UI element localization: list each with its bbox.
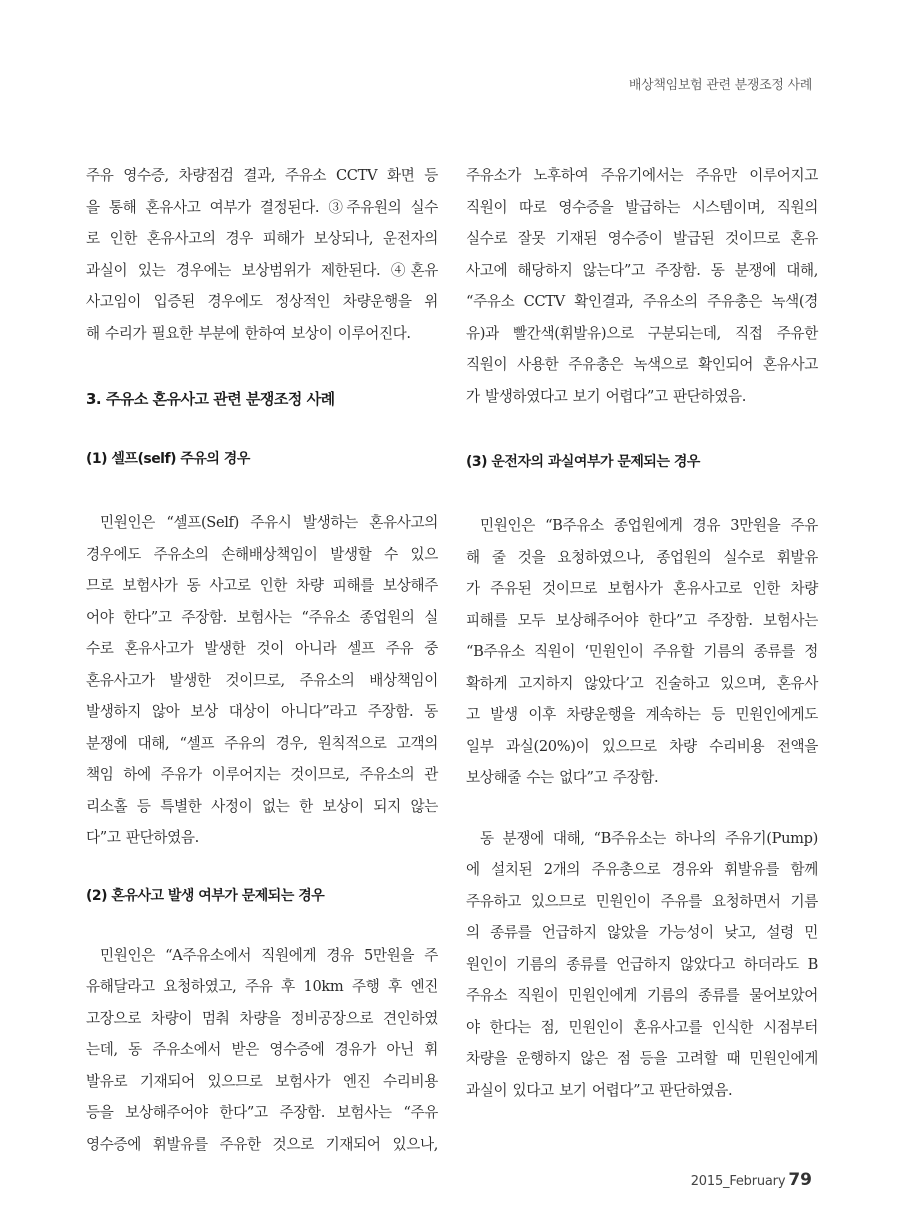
text-line: 에 설치된 2개의 주유총으로 경유와 휘발유를 함께	[466, 861, 818, 878]
left-column	[86, 160, 438, 1160]
text-line: 어야 한다”고 주장함. 보험사는 “주유소 종업원의 실	[86, 608, 438, 626]
text-line: 과실이 있는 경우에는 보상범위가 제한된다. ④혼유	[86, 261, 438, 279]
section-heading: 3. 주유소 혼유사고 관련 분쟁조정 사례	[86, 390, 335, 408]
text-line: 주유하고 있으므로 민원인이 주유를 요청하면서 기름	[466, 892, 818, 910]
case2-continued-paragraph	[466, 160, 818, 412]
text-line: 민원인은 “A주유소에서 직원에게 경유 5만원을 주	[100, 946, 438, 964]
text-line: 민원인은 “셀프(Self) 주유시 발생하는 혼유사고의	[100, 514, 438, 531]
text-line: 일부 과실(20%)이 있으므로 차량 수리비용 전액을	[466, 737, 818, 755]
right-column	[466, 160, 818, 1106]
text-line: 가 주유된 것이므로 보험사가 혼유사고로 인한 차량	[466, 580, 818, 597]
case2-paragraph	[86, 940, 438, 1161]
case3-heading: (3) 운전자의 과실여부가 문제되는 경우	[466, 454, 700, 470]
text-line: 유)과 빨간색(휘발유)으로 구분되는데, 직접 주유한	[466, 324, 818, 342]
text-line: 유해달라고 요청하였고, 주유 후 10km 주행 후 엔진	[86, 978, 438, 995]
text-line: 가 발생하였다고 보기 어렵다”고 판단하였음.	[466, 387, 747, 405]
text-line: 발유로 기재되어 있으므로 보험사가 엔진 수리비용	[86, 1072, 438, 1090]
text-line: 의 종류를 언급하지 않았을 가능성이 낮고, 설령 민	[466, 924, 818, 941]
text-line: 을 통해 혼유사고 여부가 결정된다. ③주유원의 실수	[86, 198, 438, 216]
case3-decision-paragraph	[466, 823, 818, 1107]
text-line: 민원인은 “B주유소 종업원에게 경유 3만원을 주유	[480, 517, 818, 534]
text-line: 주유소 직원이 민원인에게 기름의 종류를 물어보았어	[466, 987, 818, 1004]
text-line: 확하게 고지하지 않았다’고 진술하고 있으며, 혼유사	[466, 674, 818, 692]
text-line: 주유소가 노후하여 주유기에서는 주유만 이루어지고	[466, 167, 818, 184]
text-line: 차량을 운행하지 않은 점 등을 고려할 때 민원인에게	[466, 1050, 818, 1067]
text-line: 고 발생 이후 차량운행을 계속하는 등 민원인에게도	[466, 706, 818, 723]
text-line: 고장으로 차량이 멈춰 차량을 정비공장으로 견인하였	[86, 1009, 438, 1027]
text-line: 해 수리가 필요한 부분에 한하여 보상이 이루어진다.	[86, 324, 411, 342]
text-line: 사고에 해당하지 않는다”고 주장함. 동 분쟁에 대해,	[466, 261, 818, 279]
case1-heading: (1) 셀프(self) 주유의 경우	[86, 451, 250, 467]
text-line: 영수증에 휘발유를 주유한 것으로 기재되어 있으나,	[86, 1135, 438, 1153]
text-line: 동 분쟁에 대해, “B주유소는 하나의 주유기(Pump)	[480, 829, 818, 847]
case1-paragraph	[86, 507, 438, 854]
page-footer	[691, 1170, 812, 1190]
running-header: 배상책임보험 관련 분쟁조정 사례	[628, 78, 812, 93]
text-line: 실수로 잘못 기재된 영수증이 발급된 것이므로 혼유	[466, 230, 818, 247]
case2-heading: (2) 혼유사고 발생 여부가 문제되는 경우	[86, 887, 325, 904]
text-line: 경우에도 주유소의 손해배상책임이 발생할 수 있으	[86, 545, 438, 563]
text-line: 혼유사고가 발생한 것이므로, 주유소의 배상책임이	[86, 671, 438, 689]
text-line: 원인이 기름의 종류를 언급하지 않았다고 하더라도 B	[466, 955, 818, 973]
text-line: 책임 하에 주유가 이루어지는 것이므로, 주유소의 관	[86, 766, 438, 783]
text-line: 직원이 따로 영수증을 발급하는 시스템이며, 직원의	[466, 198, 818, 216]
text-line: 야 한다는 점, 민원인이 혼유사고를 인식한 시점부터	[466, 1018, 818, 1036]
text-line: 보상해줄 수는 없다”고 주장함.	[466, 769, 659, 786]
case3-paragraph	[466, 510, 818, 794]
text-line: 분쟁에 대해, “셀프 주유의 경우, 원칙적으로 고객의	[86, 734, 438, 752]
text-line: 사고임이 입증된 경우에도 정상적인 차량운행을 위	[86, 293, 438, 310]
page-number: 79	[788, 1170, 812, 1190]
text-line: 주유 영수증, 차량점검 결과, 주유소 CCTV 화면 등	[86, 167, 438, 184]
text-line: 피해를 모두 보상해주어야 한다”고 주장함. 보험사는	[466, 611, 818, 629]
text-line: 로 인한 혼유사고의 경우 피해가 보상되나, 운전자의	[86, 230, 438, 247]
text-line: 수로 혼유사고가 발생한 것이 아니라 셀프 주유 중	[86, 640, 438, 657]
text-line: 리소홀 등 특별한 사정이 없는 한 보상이 되지 않는	[86, 797, 438, 815]
text-line: 므로 보험사가 동 사고로 인한 차량 피해를 보상해주	[86, 577, 438, 594]
text-line: “주유소 CCTV 확인결과, 주유소의 주유총은 녹색(경	[466, 293, 818, 310]
issue-label: 2015_February	[690, 1174, 786, 1189]
text-line: 해 줄 것을 요청하였으나, 종업원의 실수로 휘발유	[466, 548, 818, 566]
text-line: 는데, 동 주유소에서 받은 영수증에 경유가 아닌 휘	[86, 1041, 438, 1058]
intro-paragraph	[86, 160, 438, 349]
text-line: 다”고 판단하였음.	[86, 829, 199, 846]
text-line: 발생하지 않아 보상 대상이 아니다”라고 주장함. 동	[86, 703, 438, 720]
text-line: “B주유소 직원이 ‘민원인이 주유할 기름의 종류를 정	[466, 643, 818, 660]
text-line: 직원이 사용한 주유총은 녹색으로 확인되어 혼유사고	[466, 356, 818, 373]
text-line: 등을 보상해주어야 한다”고 주장함. 보험사는 “주유	[86, 1104, 438, 1121]
text-line: 과실이 있다고 보기 어렵다”고 판단하였음.	[466, 1081, 733, 1099]
